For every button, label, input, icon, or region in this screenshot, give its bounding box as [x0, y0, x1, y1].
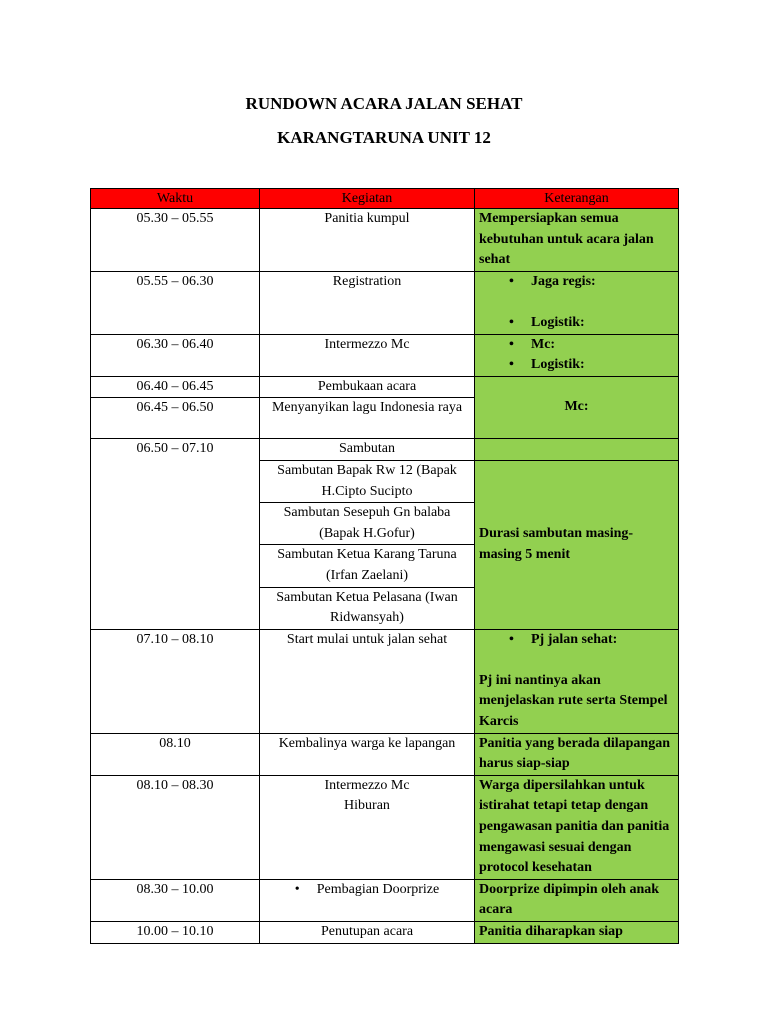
activity-cell: Sambutan Sesepuh Gn balaba (Bapak H.Gofur) [260, 503, 475, 545]
time-cell: 06.45 – 06.50 [91, 398, 260, 439]
activity-cell: Intermezzo Mc [260, 334, 475, 376]
time-cell: 06.50 – 07.10 [91, 439, 260, 629]
activity-cell [260, 879, 475, 921]
bullet-item: • Pembagian Doorprize [295, 880, 439, 901]
table-row [91, 733, 679, 775]
time-cell: 08.30 – 10.00 [91, 879, 260, 921]
table-row [91, 922, 679, 944]
activity-cell [260, 775, 475, 879]
activity-cell: Sambutan [260, 439, 475, 461]
time-cell: 06.30 – 06.40 [91, 334, 260, 376]
activity-cell: Sambutan Bapak Rw 12 (Bapak H.Cipto Sucipto [260, 460, 475, 502]
table-row [91, 271, 679, 334]
bullet-item: • Pj jalan sehat: [479, 630, 674, 651]
table-row [91, 775, 679, 879]
note-text: Pj ini nantinya akan menjelaskan rute serta Stempel Karcis [479, 672, 668, 730]
time-cell: 05.30 – 05.55 [91, 209, 260, 272]
time-cell: 08.10 – 08.30 [91, 775, 260, 879]
note-cell [475, 334, 679, 376]
table-row [91, 439, 679, 461]
activity-line: Hiburan [344, 798, 390, 814]
note-cell: Warga dipersilahkan untuk istirahat tetapi tetap dengan pengawasan panitia dan panitia mengawasi sesuai dengan protocol kesehatan [475, 775, 679, 879]
activity-cell: Start mulai untuk jalan sehat [260, 629, 475, 733]
activity-cell: Panitia kumpul [260, 209, 475, 272]
note-cell: Panitia yang berada dilapangan harus siap-siap [475, 733, 679, 775]
activity-cell: Menyanyikan lagu Indonesia raya [260, 398, 475, 439]
header-kegiatan: Kegiatan [260, 189, 475, 209]
note-cell [475, 271, 679, 334]
note-cell: Panitia diharapkan siap [475, 922, 679, 944]
table-row [91, 879, 679, 921]
time-cell: 07.10 – 08.10 [91, 629, 260, 733]
time-cell: 08.10 [91, 733, 260, 775]
time-cell: 06.40 – 06.45 [91, 376, 260, 398]
document-title: RUNDOWN ACARA JALAN SEHAT [245, 94, 523, 113]
activity-cell: Penutupan acara [260, 922, 475, 944]
note-cell [475, 629, 679, 733]
bullet-item: • Jaga regis: [479, 272, 674, 293]
header-waktu: Waktu [91, 189, 260, 209]
bullet-item: • Mc: [479, 335, 674, 356]
activity-cell: Sambutan Ketua Karang Taruna (Irfan Zaelani) [260, 545, 475, 587]
activity-cell: Registration [260, 271, 475, 334]
note-cell: Mempersiapkan semua kebutuhan untuk acara jalan sehat [475, 209, 679, 272]
table-header-row [91, 189, 679, 209]
time-cell: 10.00 – 10.10 [91, 922, 260, 944]
note-cell: Doorprize dipimpin oleh anak acara [475, 879, 679, 921]
note-cell: Durasi sambutan masing-masing 5 menit [475, 460, 679, 629]
activity-line: Intermezzo Mc [324, 777, 410, 793]
bullet-item: • Logistik: [479, 355, 674, 376]
header-keterangan: Keterangan [475, 189, 679, 209]
note-cell [475, 439, 679, 461]
table-row [91, 376, 679, 398]
table-row [91, 209, 679, 272]
activity-cell: Sambutan Ketua Pelasana (Iwan Ridwansyah) [260, 587, 475, 629]
bullet-item: • Logistik: [479, 313, 674, 334]
table-row [91, 334, 679, 376]
table-row [91, 629, 679, 733]
time-cell: 05.55 – 06.30 [91, 271, 260, 334]
note-cell: Mc: [475, 376, 679, 439]
activity-cell: Pembukaan acara [260, 376, 475, 398]
activity-cell: Kembalinya warga ke lapangan [260, 733, 475, 775]
document-subtitle: KARANGTARUNA UNIT 12 [277, 128, 491, 147]
rundown-table [90, 188, 679, 944]
